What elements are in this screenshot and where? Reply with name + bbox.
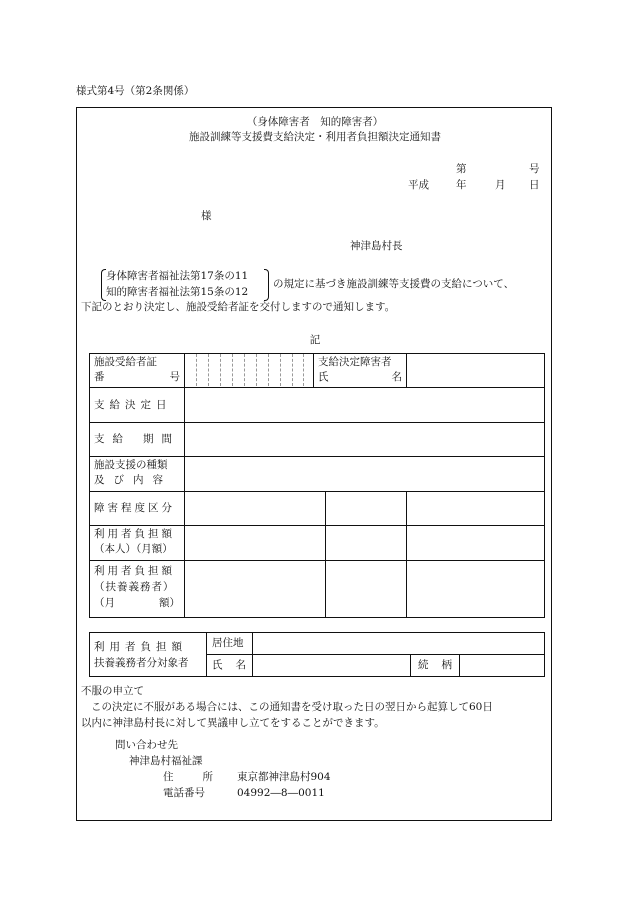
contact-address-label: 住 所 [163,771,213,783]
doc-number-go: 号 [529,163,540,175]
disabled-person-label-2: 氏 名 [318,371,402,383]
cert-number-label-2: 番 号 [94,371,180,383]
contact-address: 東京都神津島村904 [237,771,331,783]
date-day: 日 [529,179,540,191]
date-year: 年 [456,179,467,191]
decision-date-label: 支給決定日 [94,399,172,411]
law-line1: 身体障害者福祉法第17条の11 [106,270,249,282]
notice-frame [76,107,552,821]
appeal-text2: 以内に神津島村長に対して異議申し立てをすることができます。 [81,717,385,729]
supporter-burden-label: 利用者負担額 [94,565,175,577]
grade-label: 障害程度区分 [94,502,175,514]
form-number: 様式第4号（第2条関係） [76,85,195,97]
relation-label: 続 柄 [418,659,452,671]
disabled-person-label: 支給決定障害者 [318,356,392,368]
date-era: 平成 [408,179,429,191]
contact-tel: 04992―8―0011 [237,787,325,799]
supporter-target-label-2: 扶養義務者分対象者 [94,657,189,669]
doc-number-dai: 第 [456,163,467,175]
title-line1: （身体障害者 知的障害者） [246,116,384,128]
support-type-label-2: 及び内容 [94,474,172,486]
ki-heading: 記 [309,334,321,346]
document-title: 施設訓練等支援費支給決定・利用者負担額決定通知書 [189,131,441,143]
cert-number-label: 施設受給者証 [94,356,157,368]
appeal-heading: 不服の申立て [81,685,144,697]
contact-department: 神津島村福祉課 [129,755,203,767]
recipient-suffix: 様 [201,210,212,222]
self-burden-label: 利用者負担額 [94,528,175,540]
supporter-burden-label-2: （扶養義務者） [94,581,175,593]
support-type-label: 施設支援の種類 [94,459,168,471]
self-burden-label-2: （本人）（月額） [94,543,173,555]
supporter-target-label: 利用者負担額 [94,641,187,653]
law-bracket-right [264,269,269,301]
appeal-text1: この決定に不服がある場合には、この通知書を受け取った日の翌日から起算して60日 [91,701,493,713]
body-text1: の規定に基づき施設訓練等支援費の支給について、 [273,278,515,290]
supporter-burden-label-3: （月 額） [94,597,180,609]
date-month: 月 [495,179,506,191]
period-label: 支給 期間 [94,433,180,445]
issuer: 神津島村長 [350,240,403,252]
contact-tel-label: 電話番号 [163,787,205,799]
contact-heading: 問い合わせ先 [115,739,178,751]
law-line2: 知的障害者福祉法第15条の12 [106,286,249,298]
name-label: 氏 名 [212,659,246,671]
address-label: 居住地 [212,637,244,649]
body-text2: 下記のとおり決定し、施設受給者証を交付しますので通知します。 [81,301,396,313]
